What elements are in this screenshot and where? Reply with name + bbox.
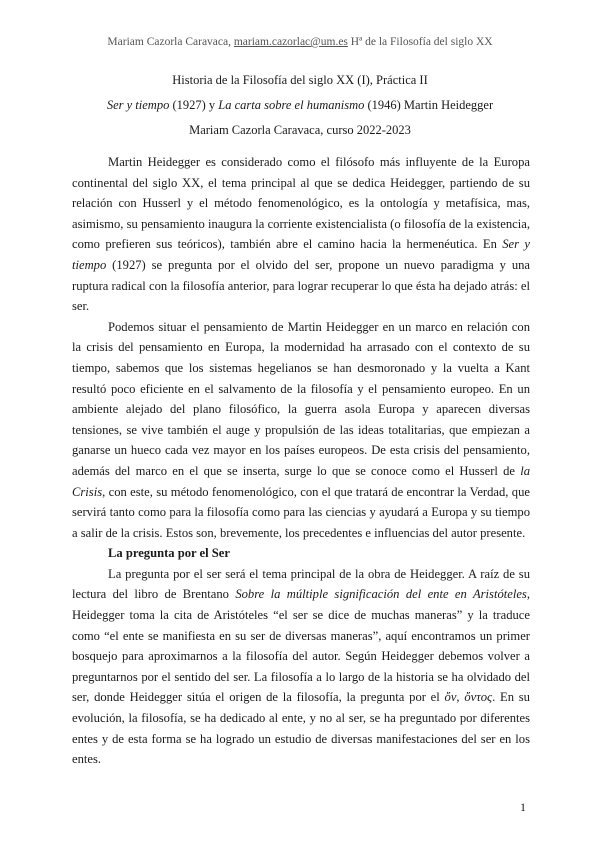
paragraph-3-italic: Sobre la múltiple significación del ente en Aristóteles [235, 587, 527, 602]
paragraph-3 [72, 564, 530, 770]
header-course: Hª de la Filosofía del siglo XX [350, 36, 493, 48]
header-email-link[interactable]: mariam.cazorlac@um.es [233, 36, 348, 48]
paragraph-3-text-b: , Heidegger toma la cita de Aristóteles “el ser se dice de muchas maneras” y la traduce como “el ente se manifiesta en su ser de diversas maneras”, aquí encontramos un primer bosquejo para aproximarnos a la filosofía del autor. Según Heidegger debemos volver a preguntarnos por el sentido del ser. La filosofía a lo largo de la historia se ha olvidado del ser, donde Heidegger sitúa el origen de la filosofía, la pregunta por el [72, 587, 530, 705]
paragraph-2-text-a: Podemos situar el pensamiento de Martin Heidegger en un marco en relación con la crisis del pensamiento en Europa, la modernidad ha arrasado con el contexto de su tiempo, sabemos que los sistemas hegelianos se han desmoronado y la vuelta a Kant resultó poco eficiente en el salvamento de la filosofía y el pensamiento europeo. En un ambiente alejado del plano filosófico, la guerra asola Europa y aparecen diversas tensiones, se vive también el auge y propulsión de las ideas totalitarias, que empiezan a ganarse un hueco cada vez mayor en los países europeos. De esta crisis del pensamiento, además del marco en el que se inserta, surge lo que se conoce como el Husserl de [72, 319, 530, 478]
page-header [0, 36, 600, 48]
paragraph-1 [72, 152, 530, 317]
work-title-ser-y-tiempo: Ser y tiempo [106, 98, 170, 112]
paragraph-3-text-c: . En su evolución, la filosofía, se ha dedicado al ente, y no al ser, se ha preguntado por diferentes entes y de esta forma se ha logrado un estudio de diversas manifestaciones del ser en los entes. [72, 690, 530, 767]
page-number: 1 [520, 800, 526, 814]
work-title-carta: La carta sobre el humanismo [218, 98, 365, 112]
paragraph-1-text-a: Martin Heidegger es considerado como el filósofo más influyente de la Europa continental del siglo XX, el tema principal al que se dedica Heidegger, partiendo de su relación con Husserl y el método fenomenológico, es la ontología y metafísica, mas, asimismo, su pensamiento inaugura la corriente existencialista (o filosofía de la existencia, como prefieren sus teóricos), también abre el camino hacia la hermenéutica. En [72, 155, 530, 252]
header-author: Mariam Cazorla Caravaca, [107, 36, 231, 48]
paragraph-2-italic: la Crisis [72, 463, 530, 499]
paragraph-2 [72, 317, 530, 544]
paragraph-2-text-b: , con este, su método fenomenológico, con el que tratará de encontrar la Verdad, que servirá tanto como para la filosofía como para las ciencias y ayudará a Europa y su tiempo a salir de la crisis. Estos son, brevemente, los precedentes e influencias del autor presente. [72, 484, 530, 540]
paragraph-1-text-b: (1927) se pregunta por el olvido del ser, propone un nuevo paradigma y una ruptura radical con la filosofía anterior, para lograr recuperar lo que ésta ha dejado atrás: el ser. [72, 257, 530, 314]
document-body [72, 152, 530, 770]
paragraph-3-greek: ὄν, ὄντος [444, 690, 493, 705]
paragraph-3-text-a: La pregunta por el ser será el tema principal de la obra de Heidegger. A raíz de su lectura del libro de Brentano [72, 566, 530, 602]
works-title-author: (1946) Martin Heidegger [364, 98, 494, 112]
title-block [70, 72, 530, 147]
paragraph-1-italic: Ser y tiempo [72, 237, 530, 272]
course-title: Historia de la Filosofía del siglo XX (I), Práctica II [172, 73, 428, 87]
works-title-year1: (1927) y [169, 98, 219, 112]
author-course-line: Mariam Cazorla Caravaca, curso 2022-2023 [189, 123, 411, 137]
section-heading: La pregunta por el Ser [108, 546, 230, 561]
works-title [70, 97, 530, 114]
